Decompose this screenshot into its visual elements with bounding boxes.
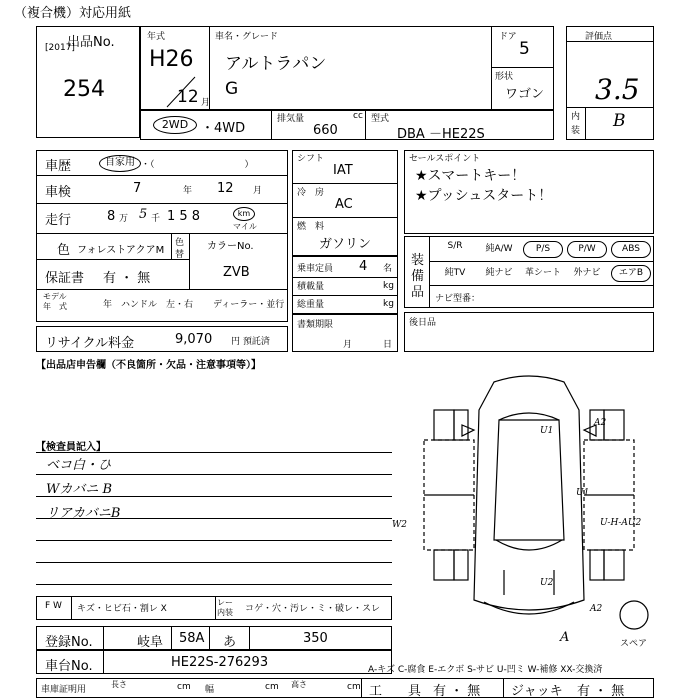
- equipment-item: 純ナビ: [485, 268, 513, 278]
- fuel-value: ガソリン: [319, 237, 372, 252]
- color-change-label-2: 替: [175, 250, 185, 260]
- dealer-parallel: ディーラー・並行: [213, 300, 285, 310]
- color-code: ZVB: [223, 265, 250, 280]
- displacement-value: 660: [313, 123, 338, 138]
- aftermarket-label: 後日品: [409, 318, 437, 328]
- docs-deadline-box: [292, 314, 398, 352]
- inspector-note-2: Wカバニ B: [46, 482, 113, 497]
- inspection-label: 車検: [45, 185, 72, 200]
- fuel-label: 燃 料: [297, 222, 325, 232]
- form-type-label: （複合機）対応用紙: [14, 6, 132, 21]
- interior-label-top: レー: [217, 598, 233, 607]
- sales-point-label: セールスポイント: [409, 154, 481, 164]
- equipment-item: 純TV: [444, 268, 466, 278]
- equipment-item: P/W: [567, 241, 607, 258]
- car-name: アルトラパン: [225, 54, 327, 74]
- spec-row-box: [140, 110, 554, 140]
- mileage-man: 8: [107, 209, 116, 224]
- equipment-label-3: 品: [411, 285, 425, 300]
- diagram-note-a2-b: A2: [590, 604, 603, 614]
- rating-label: 評価点: [585, 32, 613, 42]
- inspection-year-unit: 年: [183, 186, 193, 196]
- damage-legend: A-キズ C-腐食 E-エクボ S-サビ U-凹ミ W-補修 XX-交換済: [368, 665, 603, 675]
- color-value: フォレストアクアM: [77, 245, 165, 256]
- aircon-value: AC: [335, 197, 353, 212]
- shape-value: ワゴン: [505, 87, 545, 102]
- warranty-label: 保証書: [45, 271, 85, 286]
- model-year-unit: 年: [103, 300, 113, 310]
- registration-class: 58A: [179, 631, 205, 646]
- interior-label-bottom: 内装: [217, 608, 233, 617]
- diagram-note-a: A: [560, 630, 570, 645]
- warranty-value: 有 ・ 無: [103, 271, 151, 286]
- color-code-label: カラーNo.: [207, 241, 254, 252]
- shape-label: 形状: [495, 72, 514, 82]
- width-unit: cm: [265, 682, 279, 692]
- nendo-month-unit: 月: [201, 98, 211, 108]
- displacement-unit: cc: [353, 111, 363, 121]
- registration-label: 登録No.: [45, 635, 93, 650]
- diagram-note-u2: U2: [540, 578, 554, 588]
- equipment-item: 純A/W: [485, 244, 513, 254]
- interior-label-1: 内: [571, 112, 581, 122]
- model-year-label-2: 年 式: [43, 302, 67, 311]
- sales-point-line1: ★スマートキー！: [415, 168, 526, 184]
- diagram-note-u1-b: U1: [576, 488, 590, 498]
- capacity-label: 乗車定員: [297, 264, 334, 274]
- recycle-value: 9,070: [175, 332, 213, 347]
- inspection-month: 12: [217, 181, 234, 196]
- footer-row: [36, 678, 654, 698]
- equipment-item: エアB: [611, 265, 651, 282]
- lot-number: 254: [63, 77, 105, 102]
- tools-value: 有 ・ 無: [433, 684, 481, 699]
- windshield-row: [36, 596, 392, 620]
- mileage-sen: 5: [139, 207, 148, 222]
- shift-value: IAT: [333, 163, 353, 178]
- length-unit: cm: [177, 682, 191, 692]
- model-label: 型式: [371, 114, 390, 124]
- seller-remarks-label: 【出品店申告欄（不良箇所・欠品・注意事項等）】: [36, 360, 261, 371]
- rating-score: 3.5: [595, 73, 640, 106]
- jack-value: 有 ・ 無: [577, 684, 625, 699]
- inspection-year: 7: [133, 181, 142, 196]
- car-name-label: 車名・グレード: [215, 32, 279, 42]
- docs-deadline-day: 日: [383, 340, 393, 350]
- docs-deadline-month: 月: [343, 340, 353, 350]
- aftermarket-box: [404, 312, 654, 352]
- weight-unit: kg: [383, 299, 394, 309]
- recycle-box: [36, 326, 288, 352]
- height-unit: cm: [347, 682, 361, 692]
- tools-label: 工 具: [369, 684, 422, 699]
- equipment-item: ABS: [611, 241, 651, 258]
- mech-box: [292, 150, 398, 256]
- equipment-box: [404, 236, 654, 308]
- displacement-label: 排気量: [277, 114, 305, 124]
- lot-year-stamp: [2017]: [45, 43, 75, 53]
- shift-label: シフト: [297, 154, 325, 164]
- length-label: 長さ: [111, 680, 127, 689]
- equipment-item: S/R: [447, 241, 463, 251]
- history-table: [36, 150, 288, 322]
- chassis-row: [36, 650, 392, 674]
- equipment-label-1: 装: [411, 253, 425, 268]
- interior-value: コゲ・穴・汚レ・ミ・破レ・スレ: [245, 604, 381, 614]
- equipment-item: P/S: [523, 241, 563, 258]
- doors-label: ドア: [499, 32, 517, 42]
- registration-kana: あ: [223, 635, 237, 650]
- equipment-label-2: 備: [411, 269, 425, 284]
- diagram-note-a2-a: A2: [594, 418, 607, 428]
- jack-label: ジャッキ: [511, 684, 563, 699]
- mileage-mile: マイル: [233, 222, 257, 231]
- color-label: 色: [57, 243, 71, 258]
- inspection-month-unit: 月: [253, 186, 263, 196]
- docs-deadline-label: 書類期限: [297, 320, 334, 330]
- width-label: 幅: [205, 685, 215, 695]
- mileage-rest: 1 5 8: [167, 209, 201, 224]
- spare-label: スペア: [620, 639, 648, 649]
- sales-point-box: [404, 150, 654, 234]
- equipment-item: 革シート: [524, 268, 561, 278]
- mileage-km: km: [233, 207, 255, 221]
- weight-label: 総重量: [297, 300, 325, 310]
- capacity-box: [292, 256, 398, 314]
- interior-label-2: 装: [571, 126, 581, 136]
- mileage-sen-unit: 千: [151, 214, 161, 224]
- garage-cert-label: 車庫証明用: [41, 685, 87, 695]
- load-label: 積載量: [297, 282, 325, 292]
- color-change-label-1: 色: [175, 238, 185, 248]
- model-year-label-1: モデル: [43, 292, 67, 301]
- registration-number: 350: [303, 631, 328, 646]
- doors-value: 5: [519, 39, 530, 59]
- equipment-item: 外ナビ: [573, 268, 601, 278]
- mileage-man-unit: 万: [119, 214, 129, 224]
- vehicle-info-box: [140, 26, 554, 110]
- recycle-unit: 円 預託済: [231, 337, 270, 347]
- history-label: 車歴: [45, 159, 72, 174]
- inspector-note-1: ベコ白・ひ: [46, 458, 112, 473]
- nendo-label: 年式: [147, 32, 166, 42]
- windshield-label: F W: [45, 601, 62, 611]
- lot-number-label: 出品No.: [67, 35, 115, 50]
- history-selected: 自家用: [99, 155, 141, 172]
- mileage-label: 走行: [45, 213, 72, 228]
- interior-score: B: [613, 111, 626, 131]
- model-value: DBA －HE22S: [397, 127, 485, 142]
- load-unit: kg: [383, 281, 394, 291]
- diagram-note-w2: W2: [392, 520, 407, 530]
- capacity-unit: 名: [383, 264, 393, 274]
- registration-row: [36, 626, 392, 650]
- chassis-label: 車台No.: [45, 659, 93, 674]
- car-grade: G: [225, 79, 239, 99]
- nendo-month: 12: [177, 87, 199, 107]
- sales-point-line2: ★プッシュスタート！: [415, 188, 553, 204]
- navi-model-label: ナビ型番：: [435, 294, 481, 304]
- registration-place: 岐阜: [137, 635, 164, 650]
- drive-2wd: 2WD: [153, 116, 197, 134]
- vehicle-damage-diagram: [404, 370, 654, 632]
- windshield-value: キズ・ヒビ石・割レ X: [77, 604, 167, 614]
- history-rest: ・（ ）: [141, 160, 254, 170]
- lot-number-box: [36, 26, 140, 138]
- inspector-label: 【検査員記入】: [36, 442, 106, 453]
- inspector-note-3: リアカバニB: [46, 506, 121, 521]
- recycle-label: リサイクル料金: [45, 336, 135, 351]
- capacity-value: 4: [359, 259, 368, 274]
- handle-side: ハンドル 左・右: [121, 300, 194, 310]
- chassis-value: HE22S-276293: [171, 655, 269, 670]
- nendo-era: H26: [149, 47, 194, 72]
- height-label: 高さ: [291, 680, 307, 689]
- aircon-label: 冷 房: [297, 188, 325, 198]
- diagram-note-hhau2: U-H-AU2: [600, 518, 642, 528]
- rating-box: [566, 26, 654, 140]
- drive-4wd: ・4WD: [201, 121, 246, 136]
- diagram-note-u1-a: U1: [540, 426, 554, 436]
